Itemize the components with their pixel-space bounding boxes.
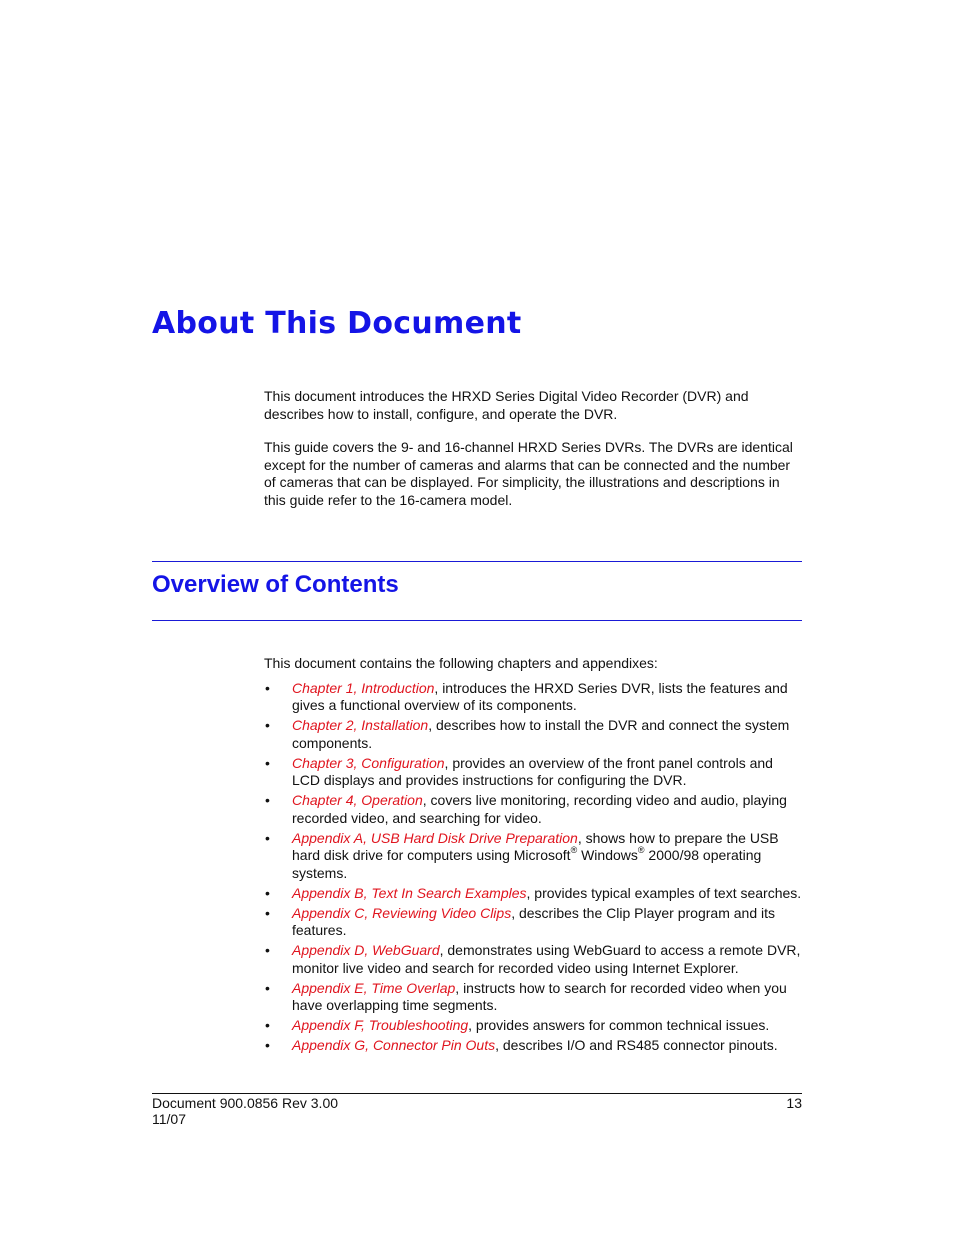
registered-mark: ®	[637, 845, 645, 856]
intro-paragraph: This document introduces the HRXD Series Digital Video Recorder (DVR) and describes how to install, configure, and operate the DVR.	[264, 388, 749, 422]
list-item-text: , shows how to prepare the USB hard disk drive for computers using Microsoft	[292, 829, 779, 863]
bullet-icon: •	[265, 1037, 270, 1053]
bullet-icon: •	[265, 1017, 270, 1033]
contents-lead: This document contains the following chapters and appendixes:	[264, 655, 658, 671]
list-item	[264, 717, 804, 752]
appendix-d-link[interactable]: Appendix D, WebGuard	[292, 942, 440, 958]
contents-list	[264, 680, 804, 1055]
bullet-icon: •	[265, 717, 270, 733]
bullet-icon: •	[265, 979, 270, 996]
document-date: 11/07	[152, 1111, 186, 1127]
appendix-f-link[interactable]: Appendix F, Troubleshooting	[292, 1017, 469, 1033]
list-item-text: , covers live monitoring, recording video and audio, playing recorded video, and searching for video.	[292, 792, 787, 826]
appendix-a-link[interactable]: Appendix A, USB Hard Disk Drive Preparation	[292, 829, 578, 846]
list-item	[264, 1017, 804, 1035]
chapter-3-link[interactable]: Chapter 3, Configuration	[292, 754, 445, 771]
list-item	[264, 905, 804, 940]
list-item-text: , describes how to install the DVR and connect the system components.	[292, 717, 790, 751]
list-item	[264, 680, 804, 715]
page-footer	[152, 1095, 802, 1127]
list-item	[264, 980, 804, 1015]
registered-mark: ®	[570, 845, 578, 856]
list-item	[264, 792, 804, 827]
page-number: 13	[786, 1095, 802, 1111]
footer-rule	[152, 1093, 802, 1094]
appendix-g-link[interactable]: Appendix G, Connector Pin Outs	[292, 1037, 496, 1053]
list-item-text: Windows	[577, 847, 638, 863]
list-item	[264, 830, 804, 883]
list-item-text: , provides answers for common technical issues.	[468, 1017, 770, 1033]
section-rule-bottom	[152, 620, 802, 621]
list-item-text: , provides an overview of the front panel controls and LCD displays and provides instructions for configuring the DVR.	[292, 754, 773, 788]
bullet-icon: •	[265, 829, 270, 846]
contents-section	[264, 655, 804, 1057]
bullet-icon: •	[265, 792, 270, 808]
bullet-icon: •	[265, 904, 270, 921]
list-item-text: , instructs how to search for recorded video when you have overlapping time segments.	[292, 979, 787, 1013]
appendix-b-link[interactable]: Appendix B, Text In Search Examples	[292, 884, 527, 901]
bullet-icon: •	[265, 754, 270, 771]
appendix-e-link[interactable]: Appendix E, Time Overlap	[292, 979, 456, 996]
bullet-icon: •	[265, 942, 270, 958]
intro-section	[264, 388, 804, 525]
chapter-4-link[interactable]: Chapter 4, Operation	[292, 792, 423, 808]
chapter-2-link[interactable]: Chapter 2, Installation	[292, 717, 429, 733]
list-item-text: , describes the Clip Player program and its features.	[292, 904, 775, 938]
list-item	[264, 942, 804, 977]
list-item-text: , provides typical examples of text searches.	[526, 884, 802, 901]
page-title: About This Document	[152, 306, 522, 341]
bullet-icon: •	[265, 884, 270, 901]
intro-paragraph: This guide covers the 9- and 16-channel HRXD Series DVRs. The DVRs are identical except for the number of cameras and alarms that can be connected and the number of cameras that can be displayed. For simplicity, the illustrations and descriptions in this guide refer to the 16-camera model.	[264, 439, 793, 508]
list-item-text: 2000/98 operating systems.	[292, 847, 762, 881]
list-item	[264, 885, 804, 903]
list-item-text: , describes I/O and RS485 connector pinouts.	[495, 1037, 778, 1053]
chapter-1-link[interactable]: Chapter 1, Introduction	[292, 679, 435, 696]
list-item-text: , introduces the HRXD Series DVR, lists the features and gives a functional overview of its components.	[292, 679, 788, 713]
document-number: Document 900.0856 Rev 3.00	[152, 1095, 339, 1111]
list-item	[264, 755, 804, 790]
section-heading: Overview of Contents	[152, 571, 399, 598]
appendix-c-link[interactable]: Appendix C, Reviewing Video Clips	[292, 904, 512, 921]
list-item	[264, 1037, 804, 1055]
section-rule-top	[152, 561, 802, 562]
bullet-icon: •	[265, 679, 270, 696]
list-item-text: , demonstrates using WebGuard to access a remote DVR, monitor live video and search for recorded video using Internet Explorer.	[292, 942, 801, 976]
